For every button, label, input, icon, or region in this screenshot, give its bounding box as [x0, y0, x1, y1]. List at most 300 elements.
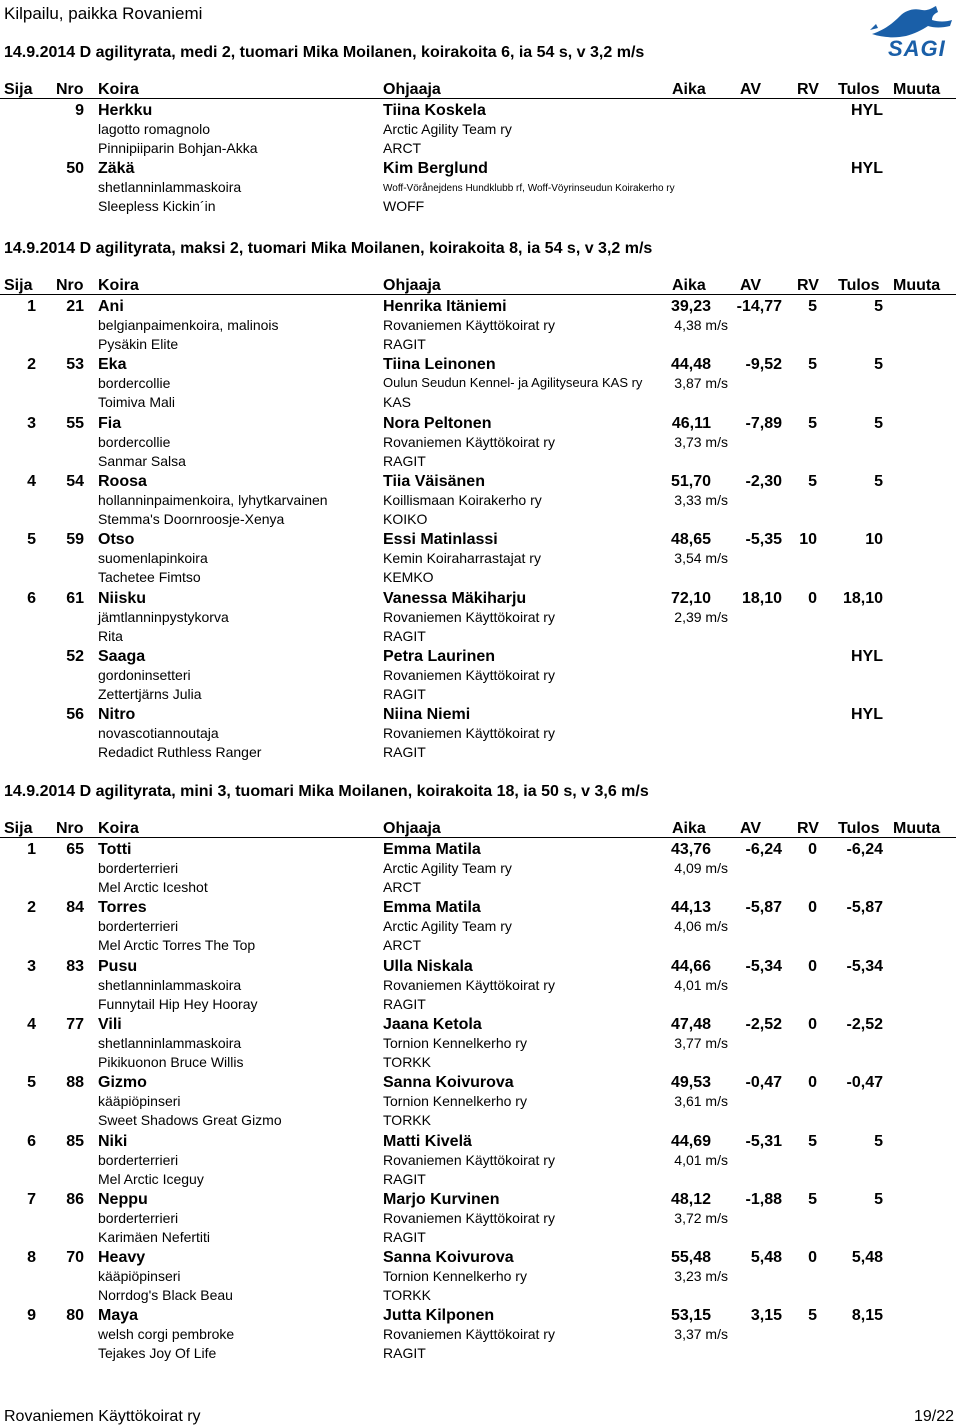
- club: Koillismaan Koirakerho ry: [383, 491, 542, 508]
- time-faults: -9,52: [745, 356, 782, 374]
- footer-club: Rovaniemen Käyttökoirat ry: [4, 1408, 201, 1425]
- dog-name: Zäkä: [98, 160, 135, 178]
- result-row-registration: [0, 336, 956, 355]
- placement: 6: [27, 1132, 36, 1150]
- result-row-registration: [0, 1112, 956, 1131]
- registered-name: Redadict Ruthless Ranger: [98, 744, 262, 761]
- result-row: [0, 958, 956, 977]
- breed: kääpiöpinseri: [98, 1093, 181, 1110]
- breed: borderterrieri: [98, 1209, 179, 1226]
- time: 48,12: [670, 1190, 711, 1208]
- result-row-registration: [0, 1229, 956, 1248]
- result-row-registration: [0, 198, 956, 217]
- club-abbreviation: ARCT: [383, 879, 422, 895]
- placement: 2: [27, 356, 36, 374]
- dog-name: Niisku: [98, 589, 147, 607]
- time: 51,70: [670, 472, 711, 490]
- club-abbreviation: RAGIT: [383, 1170, 426, 1187]
- club-abbreviation: TORKK: [383, 1053, 431, 1070]
- column-header-muuta: Muuta: [893, 277, 941, 294]
- start-number: 21: [66, 298, 84, 315]
- speed: 3,61 m/s: [674, 1093, 728, 1110]
- result-row: [0, 356, 956, 375]
- breed: borderterrieri: [98, 1151, 179, 1168]
- column-header-ohjaaja: Ohjaaja: [383, 81, 441, 98]
- column-header-rv: RV: [797, 81, 819, 98]
- result: 5,48: [851, 1249, 883, 1267]
- result-row-registration: [0, 394, 956, 413]
- page-title: Kilpailu, paikka Rovaniemi: [4, 4, 203, 23]
- time: 44,13: [670, 899, 711, 917]
- breed: borderterrieri: [98, 860, 179, 876]
- club: Arctic Agility Team ry: [383, 918, 512, 935]
- dog-name: Heavy: [98, 1249, 146, 1267]
- result-row-registration: [0, 453, 956, 472]
- handler-name: Marjo Kurvinen: [383, 1190, 500, 1208]
- column-header-sija: Sija: [4, 820, 33, 837]
- result-row-details: [0, 667, 956, 686]
- time-faults: 18,10: [741, 589, 782, 607]
- result-row-registration: [0, 569, 956, 588]
- time-faults: -5,31: [745, 1132, 782, 1150]
- result-row-details: [0, 860, 956, 879]
- result-row: [0, 415, 956, 434]
- time: 47,48: [670, 1015, 711, 1033]
- speed: 3,23 m/s: [674, 1268, 728, 1285]
- result-row-details: [0, 725, 956, 744]
- registered-name: Sleepless Kickin´in: [98, 198, 216, 215]
- result-row: [0, 1307, 956, 1326]
- course-faults: 5: [808, 1132, 817, 1150]
- result-row-registration: [0, 937, 956, 956]
- dog-name: Saaga: [98, 647, 146, 665]
- result: -5,87: [846, 899, 883, 917]
- speed: 3,37 m/s: [674, 1326, 728, 1343]
- page-number: 19/22: [913, 1408, 954, 1425]
- club: Rovaniemen Käyttökoirat ry: [383, 433, 555, 450]
- speed: 4,01 m/s: [674, 976, 728, 993]
- column-header-rv: RV: [797, 820, 819, 837]
- registered-name: Pinnipiiparin Bohjan-Akka: [98, 140, 258, 156]
- club: Rovaniemen Käyttökoirat ry: [383, 317, 555, 333]
- result: 10: [865, 531, 883, 549]
- time-faults: 5,48: [750, 1249, 782, 1267]
- time-faults: -0,47: [745, 1074, 782, 1092]
- handler-name: Tiina Koskela: [383, 102, 486, 119]
- time-faults: 3,15: [750, 1307, 782, 1325]
- table-header: [0, 277, 956, 295]
- handler-name: Jutta Kilponen: [383, 1307, 495, 1325]
- placement: 4: [27, 472, 36, 490]
- speed: 3,87 m/s: [674, 375, 728, 392]
- result-row-details: [0, 492, 956, 511]
- result-row: [0, 648, 956, 667]
- result-row-registration: [0, 879, 956, 898]
- handler-name: Sanna Koivurova: [383, 1074, 514, 1092]
- course-faults: 10: [799, 531, 817, 549]
- course-faults: 5: [808, 1190, 817, 1208]
- time: 72,10: [670, 589, 711, 607]
- result: HYL: [851, 706, 883, 724]
- result-row-registration: [0, 628, 956, 647]
- start-number: 85: [66, 1132, 84, 1150]
- registered-name: Sanmar Salsa: [98, 452, 186, 469]
- time-faults: -5,35: [745, 531, 782, 549]
- speed: 3,72 m/s: [674, 1209, 728, 1226]
- placement: 1: [27, 298, 36, 315]
- result: -6,24: [846, 841, 883, 858]
- result: -2,52: [846, 1015, 883, 1033]
- placement: 9: [27, 1307, 36, 1325]
- breed: borderterrieri: [98, 918, 179, 935]
- sagi-logo: [866, 4, 956, 62]
- time: 43,76: [670, 841, 711, 858]
- column-header-tulos: Tulos: [838, 820, 880, 837]
- time-faults: -14,77: [736, 298, 782, 315]
- speed: 4,01 m/s: [674, 1151, 728, 1168]
- result-row-details: [0, 1326, 956, 1345]
- result-row-details: [0, 375, 956, 394]
- placement: 1: [27, 841, 36, 858]
- time: 44,69: [670, 1132, 711, 1150]
- breed: kääpiöpinseri: [98, 1268, 181, 1285]
- speed: 3,73 m/s: [674, 433, 728, 450]
- result: -5,34: [846, 957, 883, 975]
- speed: 3,54 m/s: [674, 550, 728, 567]
- column-header-koira: Koira: [98, 81, 139, 98]
- column-header-ohjaaja: Ohjaaja: [383, 820, 441, 837]
- registered-name: Sweet Shadows Great Gizmo: [98, 1112, 282, 1129]
- handler-name: Matti Kivelä: [383, 1132, 472, 1150]
- result-row-registration: [0, 1287, 956, 1306]
- course-faults: 5: [808, 472, 817, 490]
- column-header-av: AV: [740, 277, 762, 294]
- placement: 7: [27, 1190, 36, 1208]
- club: Tornion Kennelkerho ry: [383, 1268, 527, 1285]
- registered-name: Stemma's Doornroosje-Xenya: [98, 510, 285, 527]
- course-faults: 0: [808, 957, 817, 975]
- column-header-sija: Sija: [4, 277, 33, 294]
- registered-name: Rita: [98, 627, 123, 644]
- club: Arctic Agility Team ry: [383, 121, 512, 137]
- breed: suomenlapinkoira: [98, 550, 208, 567]
- section-title: 14.9.2014 D agilityrata, maksi 2, tuomari Mika Moilanen, koirakoita 8, ia 54 s, v 3,2 m/s: [4, 240, 653, 257]
- result: 5: [874, 472, 883, 490]
- dog-silhouette-icon: [866, 4, 956, 40]
- placement: 5: [27, 1074, 36, 1092]
- result-row-registration: [0, 744, 956, 763]
- handler-name: Niina Niemi: [383, 706, 471, 724]
- handler-name: Kim Berglund: [383, 160, 488, 178]
- start-number: 55: [66, 414, 84, 432]
- table-header: [0, 81, 956, 99]
- result-row: [0, 1133, 956, 1152]
- time-faults: -7,89: [745, 414, 782, 432]
- result-row-registration: [0, 511, 956, 530]
- dog-name: Totti: [98, 841, 132, 858]
- dog-name: Roosa: [98, 472, 147, 490]
- club-abbreviation: WOFF: [383, 198, 425, 215]
- breed: lagotto romagnolo: [98, 121, 211, 137]
- speed: 4,09 m/s: [674, 860, 728, 876]
- result: HYL: [851, 160, 883, 178]
- course-faults: 5: [808, 356, 817, 374]
- time: 49,53: [670, 1074, 711, 1092]
- course-faults: 0: [808, 841, 817, 858]
- breed: welsh corgi pembroke: [98, 1326, 235, 1343]
- result-row: [0, 1016, 956, 1035]
- result-row: [0, 706, 956, 725]
- result: 8,15: [851, 1307, 883, 1325]
- club: Rovaniemen Käyttökoirat ry: [383, 976, 555, 993]
- column-header-nro: Nro: [56, 277, 84, 294]
- result-row: [0, 841, 956, 860]
- registered-name: Toimiva Mali: [98, 394, 176, 411]
- result-row: [0, 590, 956, 609]
- registered-name: Pikikuonon Bruce Willis: [98, 1053, 244, 1070]
- speed: 4,38 m/s: [674, 317, 728, 333]
- result-row-details: [0, 1210, 956, 1229]
- club-abbreviation: RAGIT: [383, 685, 426, 702]
- club-abbreviation: KOIKO: [383, 510, 428, 527]
- result-row-registration: [0, 140, 956, 159]
- registered-name: Funnytail Hip Hey Hooray: [98, 995, 258, 1012]
- result: -0,47: [846, 1074, 883, 1092]
- column-header-sija: Sija: [4, 81, 33, 98]
- club-abbreviation: RAGIT: [383, 744, 426, 761]
- handler-name: Henrika Itäniemi: [383, 298, 507, 315]
- result-row-details: [0, 121, 956, 140]
- club-abbreviation: RAGIT: [383, 452, 426, 469]
- breed: hollanninpaimenkoira, lyhytkarvainen: [98, 491, 328, 508]
- result-row-details: [0, 317, 956, 336]
- start-number: 54: [66, 472, 84, 490]
- club: Woff-Vörånejdens Hundklubb rf, Woff-Vöyrinseudun Koirakerho ry: [383, 183, 675, 195]
- course-faults: 5: [808, 298, 817, 315]
- registered-name: Karimäen Nefertiti: [98, 1228, 211, 1245]
- dog-name: Eka: [98, 356, 127, 374]
- club: Tornion Kennelkerho ry: [383, 1034, 527, 1051]
- time-faults: -6,24: [745, 841, 782, 858]
- dog-name: Maya: [98, 1307, 139, 1325]
- dog-name: Nitro: [98, 706, 136, 724]
- result-row: [0, 298, 956, 317]
- result: 18,10: [842, 589, 883, 607]
- handler-name: Sanna Koivurova: [383, 1249, 514, 1267]
- time: 46,11: [671, 414, 711, 432]
- result-row-registration: [0, 1171, 956, 1190]
- result-row: [0, 473, 956, 492]
- club-abbreviation: TORKK: [383, 1287, 431, 1304]
- handler-name: Tiia Väisänen: [383, 472, 485, 490]
- column-header-av: AV: [740, 81, 762, 98]
- start-number: 65: [66, 841, 84, 858]
- result-row-registration: [0, 686, 956, 705]
- result: 5: [874, 356, 883, 374]
- speed: 3,33 m/s: [674, 491, 728, 508]
- dog-name: Fia: [98, 414, 122, 432]
- breed: bordercollie: [98, 433, 171, 450]
- time-faults: -2,52: [745, 1015, 782, 1033]
- speed: 3,77 m/s: [674, 1034, 728, 1051]
- dog-name: Neppu: [98, 1190, 148, 1208]
- handler-name: Essi Matinlassi: [383, 531, 498, 549]
- club: Rovaniemen Käyttökoirat ry: [383, 666, 555, 683]
- result-row-details: [0, 609, 956, 628]
- placement: 6: [27, 589, 36, 607]
- club: Arctic Agility Team ry: [383, 860, 512, 876]
- dog-name: Ani: [98, 298, 124, 315]
- club: Rovaniemen Käyttökoirat ry: [383, 725, 555, 742]
- dog-name: Pusu: [98, 957, 138, 975]
- dog-name: Herkku: [98, 102, 153, 119]
- start-number: 53: [66, 356, 84, 374]
- club-abbreviation: RAGIT: [383, 627, 426, 644]
- club-abbreviation: RAGIT: [383, 995, 426, 1012]
- result-row-details: [0, 1093, 956, 1112]
- course-faults: 5: [808, 414, 817, 432]
- club: Oulun Seudun Kennel- ja Agilityseura KAS ry: [383, 375, 643, 391]
- course-faults: 0: [808, 1249, 817, 1267]
- result-row-registration: [0, 1345, 956, 1364]
- result-row: [0, 102, 956, 121]
- result-row-details: [0, 179, 956, 198]
- dog-name: Torres: [98, 899, 147, 917]
- registered-name: Tachetee Fimtso: [98, 569, 201, 586]
- result-row: [0, 1074, 956, 1093]
- column-header-muuta: Muuta: [893, 820, 941, 837]
- time: 55,48: [670, 1249, 711, 1267]
- result: 5: [874, 1190, 883, 1208]
- result: HYL: [851, 647, 883, 665]
- handler-name: Vanessa Mäkiharju: [383, 589, 527, 607]
- result-row-registration: [0, 1054, 956, 1073]
- column-header-aika: Aika: [672, 277, 706, 294]
- handler-name: Emma Matila: [383, 899, 481, 917]
- registered-name: Mel Arctic Iceguy: [98, 1170, 204, 1187]
- result: 5: [874, 1132, 883, 1150]
- result-row: [0, 531, 956, 550]
- start-number: 83: [66, 957, 84, 975]
- placement: 5: [27, 531, 36, 549]
- club-abbreviation: RAGIT: [383, 336, 426, 352]
- club-abbreviation: RAGIT: [383, 1228, 426, 1245]
- time: 53,15: [670, 1307, 711, 1325]
- result: HYL: [851, 102, 883, 119]
- result-row-details: [0, 1152, 956, 1171]
- club: Rovaniemen Käyttökoirat ry: [383, 1151, 555, 1168]
- result: 5: [874, 298, 883, 315]
- start-number: 88: [66, 1074, 84, 1092]
- club: Kemin Koiraharrastajat ry: [383, 550, 541, 567]
- start-number: 70: [66, 1249, 84, 1267]
- breed: belgianpaimenkoira, malinois: [98, 317, 279, 333]
- result-row-details: [0, 1268, 956, 1287]
- result-row: [0, 1191, 956, 1210]
- handler-name: Nora Peltonen: [383, 414, 492, 432]
- placement: 8: [27, 1249, 36, 1267]
- time-faults: -5,34: [745, 957, 782, 975]
- start-number: 84: [66, 899, 84, 917]
- breed: novascotiannoutaja: [98, 725, 219, 742]
- logo-text: SAGI: [888, 36, 946, 61]
- time-faults: -2,30: [745, 472, 782, 490]
- dog-name: Gizmo: [98, 1074, 147, 1092]
- placement: 2: [27, 899, 36, 917]
- start-number: 9: [75, 102, 84, 119]
- time: 48,65: [670, 531, 711, 549]
- course-faults: 0: [808, 1074, 817, 1092]
- dog-name: Otso: [98, 531, 135, 549]
- breed: bordercollie: [98, 375, 171, 392]
- placement: 3: [27, 957, 36, 975]
- result: 5: [874, 414, 883, 432]
- result-row-details: [0, 977, 956, 996]
- speed: 4,06 m/s: [674, 918, 728, 935]
- table-header: [0, 820, 956, 838]
- club: Rovaniemen Käyttökoirat ry: [383, 1326, 555, 1343]
- column-header-av: AV: [740, 820, 762, 837]
- column-header-koira: Koira: [98, 277, 139, 294]
- breed: shetlanninlammaskoira: [98, 179, 242, 196]
- speed: 2,39 m/s: [674, 608, 728, 625]
- handler-name: Emma Matila: [383, 841, 481, 858]
- result-row-details: [0, 434, 956, 453]
- time-faults: -1,88: [745, 1190, 782, 1208]
- club: Rovaniemen Käyttökoirat ry: [383, 608, 555, 625]
- course-faults: 0: [808, 1015, 817, 1033]
- time: 39,23: [670, 298, 711, 315]
- start-number: 61: [66, 589, 84, 607]
- handler-name: Tiina Leinonen: [383, 356, 496, 374]
- breed: jämtlanninpystykorva: [98, 608, 229, 625]
- column-header-aika: Aika: [672, 820, 706, 837]
- time: 44,48: [670, 356, 711, 374]
- club-abbreviation: ARCT: [383, 140, 422, 156]
- start-number: 50: [66, 160, 84, 178]
- club-abbreviation: RAGIT: [383, 1345, 426, 1362]
- breed: gordoninsetteri: [98, 666, 191, 683]
- column-header-nro: Nro: [56, 820, 84, 837]
- time-faults: -5,87: [745, 899, 782, 917]
- handler-name: Ulla Niskala: [383, 957, 473, 975]
- start-number: 80: [66, 1307, 84, 1325]
- result-row-details: [0, 550, 956, 569]
- column-header-muuta: Muuta: [893, 81, 941, 98]
- dog-name: Vili: [98, 1015, 122, 1033]
- registered-name: Zettertjärns Julia: [98, 685, 202, 702]
- club-abbreviation: KAS: [383, 394, 412, 411]
- registered-name: Norrdog's Black Beau: [98, 1287, 233, 1304]
- breed: shetlanninlammaskoira: [98, 1034, 242, 1051]
- breed: shetlanninlammaskoira: [98, 976, 242, 993]
- handler-name: Jaana Ketola: [383, 1015, 482, 1033]
- start-number: 52: [66, 647, 84, 665]
- result-row-registration: [0, 996, 956, 1015]
- column-header-nro: Nro: [56, 81, 84, 98]
- club-abbreviation: TORKK: [383, 1112, 431, 1129]
- club-abbreviation: KEMKO: [383, 569, 434, 586]
- handler-name: Petra Laurinen: [383, 647, 496, 665]
- registered-name: Mel Arctic Torres The Top: [98, 937, 256, 954]
- start-number: 77: [66, 1015, 84, 1033]
- column-header-aika: Aika: [672, 81, 706, 98]
- section-title: 14.9.2014 D agilityrata, medi 2, tuomari Mika Moilanen, koirakoita 6, ia 54 s, v 3,2 m/s: [4, 44, 645, 61]
- course-faults: 0: [808, 899, 817, 917]
- start-number: 56: [66, 706, 84, 724]
- course-faults: 5: [808, 1307, 817, 1325]
- start-number: 59: [66, 531, 84, 549]
